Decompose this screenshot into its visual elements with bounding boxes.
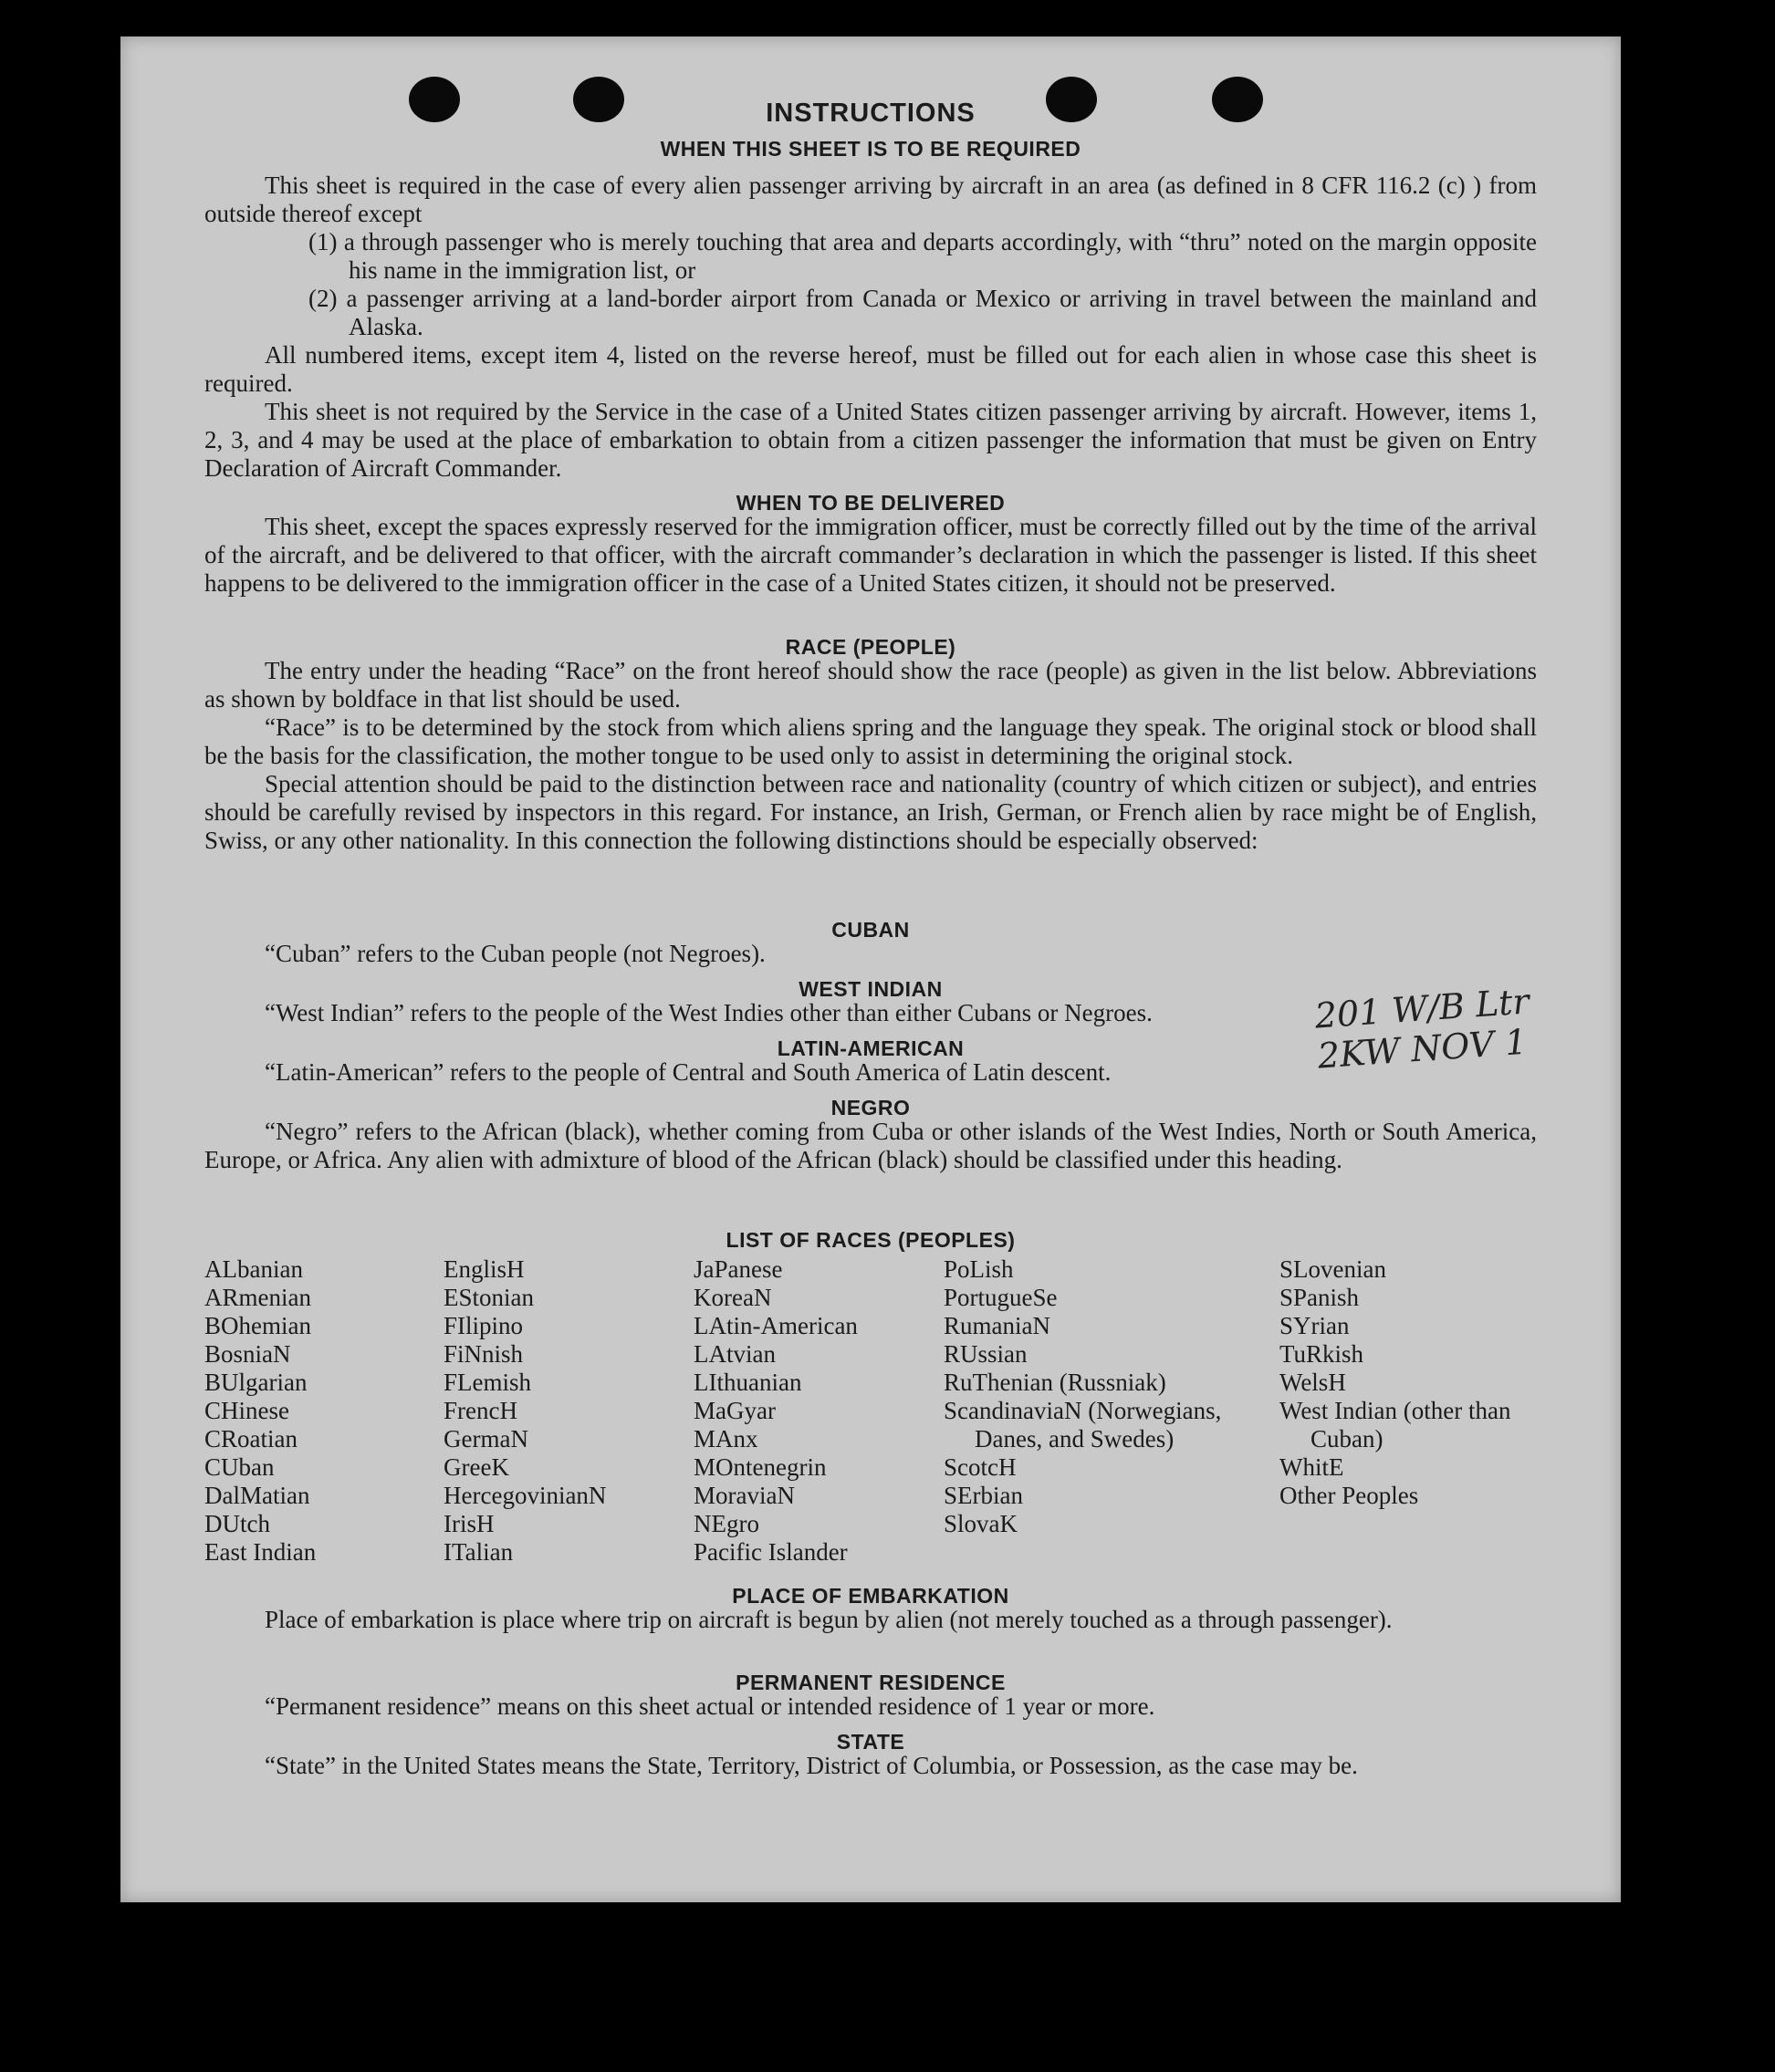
race-entry: IrisH: [444, 1510, 495, 1537]
race-entry: BUlgarian: [204, 1369, 308, 1396]
race-entry: BOhemian: [204, 1312, 311, 1339]
heading-cuban: CUBAN: [831, 918, 910, 942]
race-entry: WelsH: [1279, 1369, 1346, 1396]
races-column: [444, 1255, 681, 1567]
paragraph: The entry under the heading “Race” on the front hereof should show the race (people) as given in the list below. Abbreviations as shown by boldface in that list should be used.: [204, 657, 1537, 713]
race-entry: MOntenegrin: [694, 1453, 827, 1481]
race-entry: PoLish: [944, 1255, 1014, 1283]
embarkation-body: [204, 1606, 1537, 1634]
heading-state: STATE: [836, 1730, 905, 1754]
races-column: [1279, 1255, 1544, 1510]
page-title: INSTRUCTIONS: [766, 99, 976, 128]
race-entry: TuRkish: [1279, 1340, 1364, 1368]
paragraph: “Permanent residence” means on this sheet actual or intended residence of 1 year or more.: [265, 1692, 1155, 1720]
section-race-body: [204, 657, 1537, 855]
cuban-body: [204, 940, 1537, 968]
section-heading-race: RACE (PEOPLE): [785, 635, 956, 659]
race-entry: EnglisH: [444, 1255, 525, 1283]
paragraph: This sheet, except the spaces expressly reserved for the immigration officer, must be correctly filled out by the time of the arrival of the aircraft, and be delivered to that officer, with the aircraft commander’s declaration in which the passenger is listed. If this sheet happens to be delivered to the immigration officer in the case of a United States citizen, it should not be preserved.: [204, 513, 1537, 597]
paragraph: “West Indian” refers to the people of the West Indies other than either Cubans or Negroes.: [265, 999, 1153, 1026]
paragraph: “State” in the United States means the State, Territory, District of Columbia, or Possession, as the case may be.: [265, 1752, 1358, 1779]
race-entry: NEgro: [694, 1510, 759, 1537]
race-entry: BosniaN: [204, 1340, 291, 1368]
paragraph: “Latin-American” refers to the people of Central and South America of Latin descent.: [265, 1058, 1112, 1086]
race-entry: LAtvian: [694, 1340, 776, 1368]
race-entry: ScandinaviaN (Norwegians, Danes, and Swedes): [944, 1397, 1222, 1452]
paragraph: This sheet is required in the case of every alien passenger arriving by aircraft in an area (as defined in 8 CFR 116.2 (c) ) from outside thereof except: [204, 172, 1537, 227]
state-body: [204, 1752, 1537, 1780]
handwritten-annotation: 201 W/B Ltr 2KW NOV 1: [1313, 981, 1530, 1077]
race-entry: DUtch: [204, 1510, 270, 1537]
heading-permanent-residence: PERMANENT RESIDENCE: [736, 1671, 1006, 1694]
race-entry: GermaN: [444, 1425, 528, 1452]
race-entry: ScotcH: [944, 1453, 1017, 1481]
race-entry: FLemish: [444, 1369, 532, 1396]
race-entry: JaPanese: [694, 1255, 783, 1283]
race-entry: MAnx: [694, 1425, 758, 1452]
race-entry: FrencH: [444, 1397, 517, 1424]
race-entry: RUssian: [944, 1340, 1028, 1368]
heading-latin-american: LATIN-AMERICAN: [777, 1036, 965, 1060]
list-item: (2) a passenger arriving at a land-border airport from Canada or Mexico or arriving in travel between the mainland and Alaska.: [308, 285, 1537, 340]
paragraph: “Race” is to be determined by the stock from which aliens spring and the language they speak. The original stock or blood shall be the basis for the classification, the mother tongue to be used only to assist in determining the original stock.: [204, 713, 1537, 769]
heading-negro: NEGRO: [830, 1096, 911, 1119]
race-entry: CHinese: [204, 1397, 289, 1424]
race-entry: WhitE: [1279, 1453, 1344, 1481]
race-entry: MaGyar: [694, 1397, 776, 1424]
heading-west-indian: WEST INDIAN: [799, 977, 943, 1001]
race-entry: ARmenian: [204, 1284, 311, 1311]
heading-list-of-races: LIST OF RACES (PEOPLES): [726, 1228, 1016, 1252]
paragraph: Place of embarkation is place where trip on aircraft is begun by alien (not merely touched as a through passenger).: [265, 1606, 1393, 1633]
paragraph: Special attention should be paid to the distinction between race and nationality (country of which citizen or subject), and entries should be carefully revised by inspectors in this regard. For instance, an Irish, German, or French alien by race might be of English, Swiss, or any other nationality. In this connection the following distinctions should be especially observed:: [204, 770, 1537, 854]
race-entry: SYrian: [1279, 1312, 1350, 1339]
race-entry: SlovaK: [944, 1510, 1018, 1537]
race-entry: KoreaN: [694, 1284, 772, 1311]
race-entry: East Indian: [204, 1538, 317, 1566]
race-entry: GreeK: [444, 1453, 509, 1481]
document-sheet: [120, 36, 1621, 1902]
section-heading-delivered: WHEN TO BE DELIVERED: [736, 491, 1006, 515]
race-entry: CRoatian: [204, 1425, 298, 1452]
paragraph: All numbered items, except item 4, listed on the reverse hereof, must be filled out for each alien in whose case this sheet is required.: [204, 341, 1537, 397]
list-item: (1) a through passenger who is merely touching that area and departs accordingly, with “thru” noted on the margin opposite his name in the immigration list, or: [308, 228, 1537, 284]
race-entry: SPanish: [1279, 1284, 1360, 1311]
section-heading-required: WHEN THIS SHEET IS TO BE REQUIRED: [660, 137, 1081, 161]
race-entry: DalMatian: [204, 1482, 310, 1509]
race-entry: MoraviaN: [694, 1482, 795, 1509]
heading-place-of-embarkation: PLACE OF EMBARKATION: [732, 1584, 1009, 1608]
race-entry: Other Peoples: [1279, 1482, 1419, 1509]
race-entry: RuThenian (Russniak): [944, 1369, 1166, 1396]
race-entry: HercegovinianN: [444, 1482, 607, 1509]
race-entry: RumaniaN: [944, 1312, 1050, 1339]
race-entry: LIthuanian: [694, 1369, 802, 1396]
section-delivered-body: [204, 513, 1537, 598]
race-entry: LAtin-American: [694, 1312, 858, 1339]
race-entry: Pacific Islander: [694, 1538, 848, 1566]
races-column: [204, 1255, 423, 1567]
race-entry: PortugueSe: [944, 1284, 1058, 1311]
paragraph: This sheet is not required by the Service in the case of a United States citizen passenger arriving by aircraft. However, items 1, 2, 3, and 4 may be used at the place of embarkation to obtain from a citizen passenger the information that must be given on Entry Declaration of Aircraft Commander.: [204, 398, 1537, 482]
race-entry: EStonian: [444, 1284, 534, 1311]
race-entry: ITalian: [444, 1538, 514, 1566]
section-required-body: [204, 172, 1537, 483]
races-column: [694, 1255, 940, 1567]
races-column: [944, 1255, 1227, 1538]
paragraph: “Cuban” refers to the Cuban people (not Negroes).: [265, 940, 766, 967]
race-entry: FiNnish: [444, 1340, 524, 1368]
race-entry: SLovenian: [1279, 1255, 1386, 1283]
race-entry: SErbian: [944, 1482, 1023, 1509]
race-entry: West Indian (other than Cuban): [1279, 1397, 1511, 1452]
paragraph: “Negro” refers to the African (black), whether coming from Cuba or other islands of the West Indies, North or South America, Europe, or Africa. Any alien with admixture of blood of the African (black) should be classified under this heading.: [204, 1118, 1537, 1173]
race-entry: FIlipino: [444, 1312, 524, 1339]
race-entry: ALbanian: [204, 1255, 303, 1283]
race-entry: CUban: [204, 1453, 275, 1481]
negro-body: [204, 1118, 1537, 1174]
residence-body: [204, 1692, 1537, 1721]
